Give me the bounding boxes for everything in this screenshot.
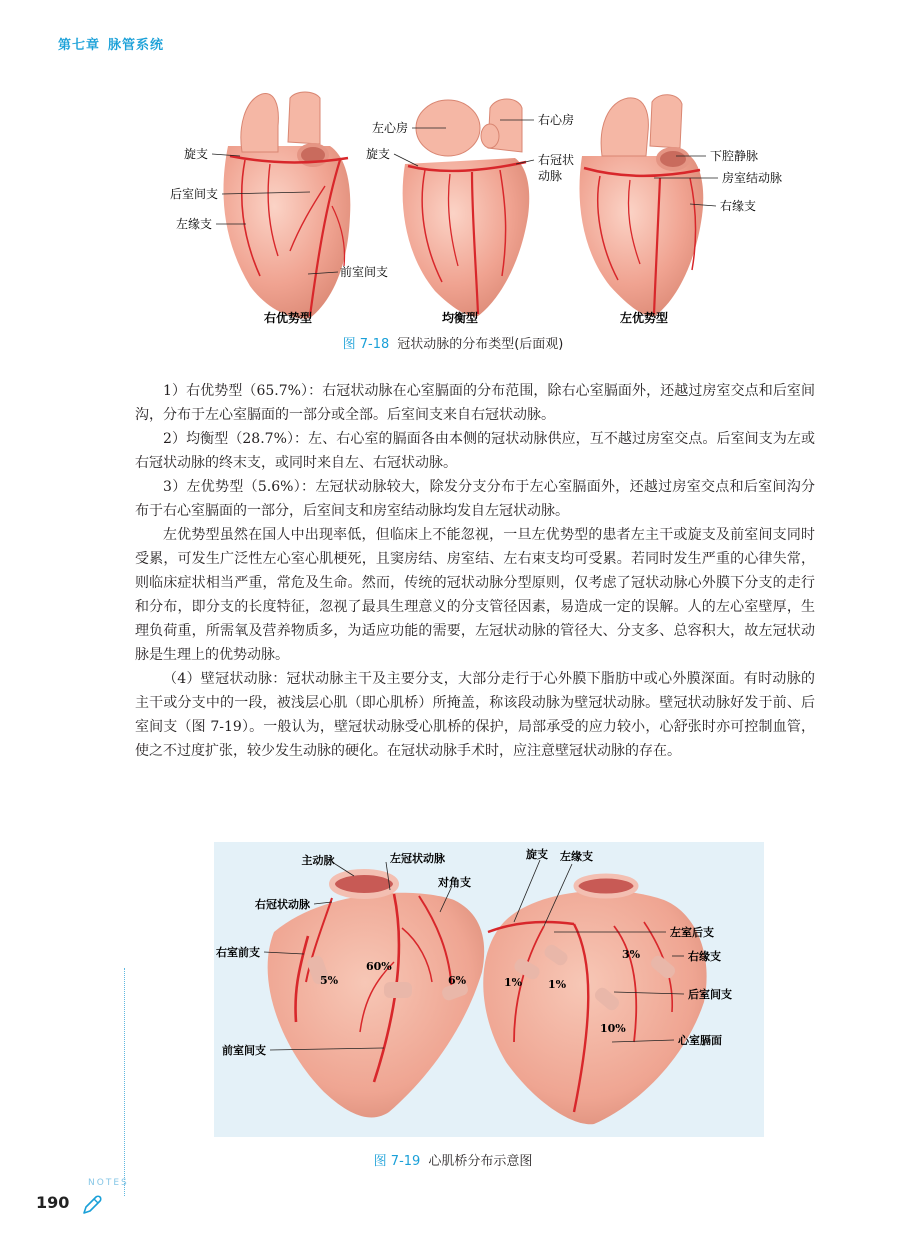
label-xinshigemian: 心室膈面 xyxy=(678,1034,722,1047)
label-zuoyuanzhi: 左缘支 xyxy=(560,850,593,863)
notes-label: NOTES xyxy=(88,1178,129,1188)
heart-right-dominant xyxy=(223,92,350,319)
label-duijiaozhi: 对角支 xyxy=(438,876,471,889)
figure-7-18-caption xyxy=(0,333,906,352)
figure-7-19 xyxy=(214,842,764,1149)
pencil-icon xyxy=(80,1193,104,1217)
label-xuanzhi-b: 旋支 xyxy=(365,147,390,161)
percent-10: 10% xyxy=(600,1022,626,1035)
figure-7-19-caption xyxy=(0,1150,906,1169)
percent-1b: 1% xyxy=(548,978,567,991)
percent-60: 60% xyxy=(366,960,392,973)
chapter-number: 第七章 xyxy=(58,38,101,53)
label-youshiqianzhi: 右室前支 xyxy=(216,946,260,959)
paragraph-balanced: 2）均衡型（28.7%）：左、右心室的膈面各由本侧的冠状动脉供应，互不越过房室交点。后室间支为左或右冠状动脉的终末支，或同时来自左、右冠状动脉。 xyxy=(135,431,815,471)
label-zuoyuanzhi: 左缘支 xyxy=(175,217,212,231)
label-youguanzhuang-2: 动脉 xyxy=(538,169,563,183)
paragraph-mural-coronary: （4）壁冠状动脉：冠状动脉主干及主要分支，大部分走行于心外膜下脂肪中或心外膜深面。有时动脉的主干或分支中的一段，被浅层心肌（即心肌桥）所掩盖，称该段动脉为壁冠状动脉。壁冠状动脉好发于前、后室间支（图 7-19）。一般认为，壁冠状动脉受心肌桥的保护，局部承受的应力较小，心舒张时亦可控制血管，使之不过度扩张，较少发生动脉的硬化。在冠状动脉手术时，应注意壁冠状动脉的存在。 xyxy=(135,671,815,759)
body-text xyxy=(135,379,815,763)
caption-text: 冠状动脉的分布类型(后面观) xyxy=(397,337,564,352)
running-header xyxy=(58,34,164,53)
label-houshijianzhi: 后室间支 xyxy=(169,187,218,201)
label-xuanzhi: 旋支 xyxy=(183,147,208,161)
label-zuoguanzhuang: 左冠状动脉 xyxy=(390,852,445,865)
label-xiaqiangjingmai: 下腔静脉 xyxy=(710,149,759,163)
myocardial-bridge-illustration xyxy=(214,842,764,1149)
coronary-distribution-illustration xyxy=(150,86,798,344)
label-qianshijianzhi: 前室间支 xyxy=(340,265,389,279)
paragraph-left-dominant: 3）左优势型（5.6%）：左冠状动脉较大，除发分支分布于左心室膈面外，还越过房室交点和后室间沟分布于右心室膈面的一部分，后室间支和房室结动脉均发自左冠状动脉。 xyxy=(135,479,815,519)
label-youguanzhuang: 右冠状动脉 xyxy=(255,898,310,911)
type-label-left: 左优势型 xyxy=(619,311,669,325)
type-label-right: 右优势型 xyxy=(263,311,313,325)
label-youyuanzhi: 右缘支 xyxy=(688,950,721,963)
paragraph-clinical: 左优势型虽然在国人中出现率低，但临床上不能忽视，一旦左优势型的患者左主干或旋支及前室间支同时受累，可发生广泛性左心室心肌梗死，且窦房结、房室结、左右束支均可受累。若同时发生严重的心律失常，则临床症状相当严重，常危及生命。然而，传统的冠状动脉分型原则，仅考虑了冠状动脉心外膜下分支的走行和分布，即分支的长度特征，忽视了最具生理意义的分支管径因素，易造成一定的误解。人的左心室壁厚，生理负荷重，所需氧及营养物质多，为适应功能的需要，左冠状动脉的管径大、分支多、总容积大，故左冠状动脉是生理上的优势动脉。 xyxy=(135,527,815,663)
type-label-balanced: 均衡型 xyxy=(441,311,479,325)
chapter-title: 脉管系统 xyxy=(108,38,165,53)
percent-3: 3% xyxy=(622,948,641,961)
label-houshijianzhi: 后室间支 xyxy=(688,988,732,1001)
paragraph-right-dominant: 1）右优势型（65.7%）：右冠状动脉在心室膈面的分布范围，除右心室膈面外，还越过房室交点和后室间沟，分布于左心室膈面的一部分或全部。后室间支来自右冠状动脉。 xyxy=(135,383,815,423)
page-number: 190 xyxy=(36,1193,70,1212)
label-zhudongmai: 主动脉 xyxy=(301,854,335,867)
label-xuanzhi: 旋支 xyxy=(526,848,548,861)
caption-number: 图 7-19 xyxy=(373,1154,421,1169)
label-youyuanzhi: 右缘支 xyxy=(720,199,757,213)
percent-5: 5% xyxy=(320,974,339,987)
caption-number: 图 7-18 xyxy=(342,337,390,352)
label-qianshijianzhi: 前室间支 xyxy=(222,1044,266,1057)
figure-7-18 xyxy=(150,86,798,344)
percent-1a: 1% xyxy=(504,976,523,989)
label-fangshijie: 房室结动脉 xyxy=(722,171,783,185)
label-zuoxinfang: 左心房 xyxy=(371,121,408,135)
heart-balanced xyxy=(403,99,530,316)
label-youguanzhuang-1: 右冠状 xyxy=(538,153,575,167)
label-youxinfang: 右心房 xyxy=(538,113,575,127)
label-zuoshihouzhi: 左室后支 xyxy=(670,926,714,939)
percent-6: 6% xyxy=(448,974,467,987)
heart-left-dominant xyxy=(579,95,703,317)
notes-rail xyxy=(124,968,125,1196)
caption-text: 心肌桥分布示意图 xyxy=(428,1154,533,1169)
